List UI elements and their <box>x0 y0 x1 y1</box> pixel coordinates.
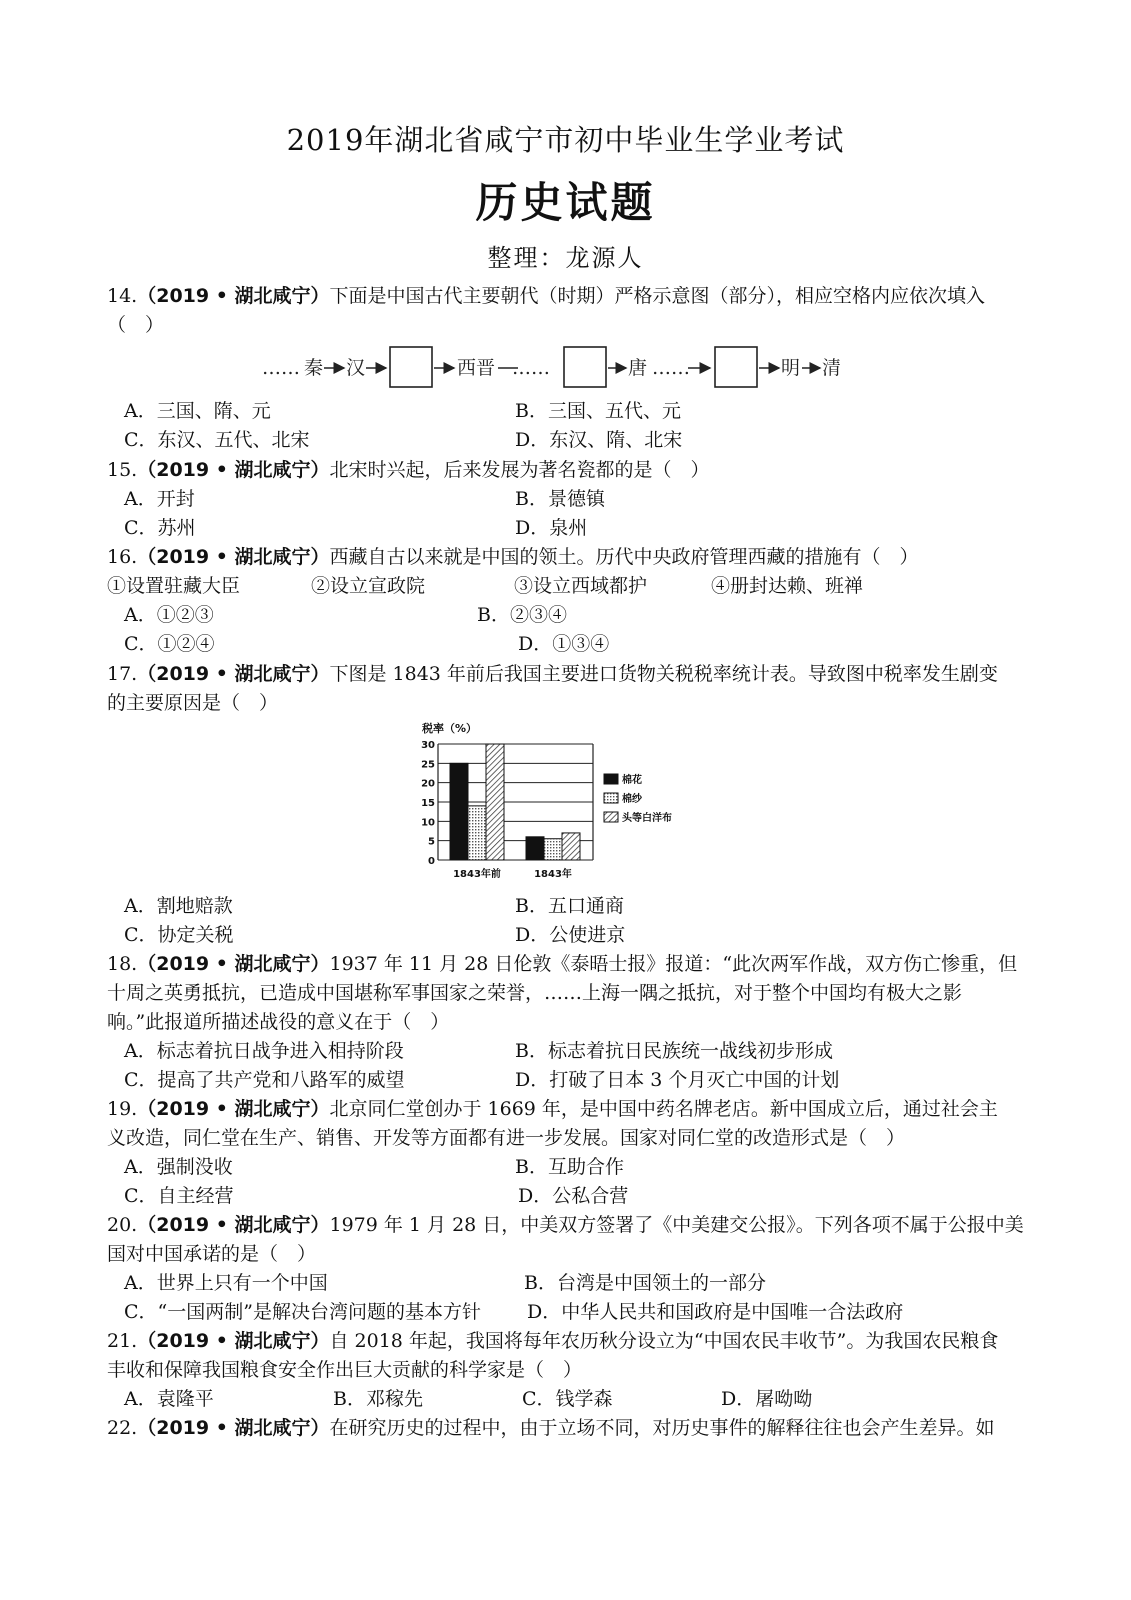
q16-number: 16. <box>107 546 138 568</box>
chart-bar <box>486 744 504 860</box>
q16-item-1: ①设置驻藏大臣 <box>107 575 241 597</box>
q19-stem <box>107 1097 998 1121</box>
q20-stem <box>107 1213 1024 1237</box>
chart-ylabel: 税率（%） <box>422 722 478 735</box>
q18-text: 1937 年 11 月 28 日伦敦《泰晤士报》报道：“此次两军作战，双方伤亡惨重，但 <box>329 953 1018 975</box>
q18-stem-cont-2: 响。”此报道所描述战役的意义在于（ ） <box>107 1011 450 1033</box>
q20-option-d: D．中华人民共和国政府是中国唯一合法政府 <box>527 1301 904 1323</box>
timeline-han: 汉 <box>346 357 366 379</box>
q19-option-c: C．自主经营 <box>124 1185 234 1207</box>
compiler-credit: 整理：龙源人 <box>487 244 644 272</box>
q17-option-b: B．五口通商 <box>515 895 624 917</box>
timeline-ming: 明 <box>781 357 801 379</box>
q21-option-d: D．屠呦呦 <box>721 1388 813 1410</box>
timeline-blank-box-1 <box>390 347 432 387</box>
q14-option-c: C．东汉、五代、北宋 <box>124 429 310 451</box>
q20-source: （2019 • 湖北咸宁） <box>137 1214 330 1236</box>
q22-source: （2019 • 湖北咸宁） <box>137 1417 330 1439</box>
q14-option-a: A．三国、隋、元 <box>124 400 271 422</box>
timeline-xijin: 西晋 <box>457 357 496 379</box>
q15-stem <box>107 458 710 482</box>
q17-source: （2019 • 湖北咸宁） <box>137 663 330 685</box>
q21-option-b: B．邓稼先 <box>333 1388 423 1410</box>
q19-option-a: A．强制没收 <box>124 1156 233 1178</box>
q17-text: 下图是 1843 年前后我国主要进口货物关税税率统计表。导致图中税率发生剧变 <box>329 663 998 685</box>
q16-stem <box>107 545 919 569</box>
q16-option-c: C．①②④ <box>124 633 215 655</box>
q20-number: 20. <box>107 1214 138 1236</box>
q20-option-a: A．世界上只有一个中国 <box>124 1272 328 1294</box>
timeline-qing: 清 <box>822 357 842 379</box>
q20-option-b: B．台湾是中国领土的一部分 <box>524 1272 766 1294</box>
q14-source: （2019 • 湖北咸宁） <box>137 285 330 307</box>
q16-option-d: D．①③④ <box>518 633 610 655</box>
chart-bar <box>544 839 562 860</box>
chart-bar <box>562 833 580 860</box>
q14-stem <box>107 284 985 308</box>
chart-ytick-label: 20 <box>421 778 435 790</box>
q19-stem-cont: 义改造，同仁堂在生产、销售、开发等方面都有进一步发展。国家对同仁堂的改造形式是（ ） <box>107 1127 906 1149</box>
chart-ytick-label: 10 <box>421 817 435 829</box>
q20-text: 1979 年 1 月 28 日，中美双方签署了《中美建交公报》。下列各项不属于公报中美 <box>329 1214 1024 1236</box>
q20-option-c: C．“一国两制”是解决台湾问题的基本方针 <box>124 1301 481 1323</box>
q18-stem-cont-1: 十周之英勇抵抗，已造成中国堪称军事国家之荣誉，……上海一隅之抵抗，对于整个中国均有极大之影 <box>107 982 963 1004</box>
exam-title: 2019年湖北省咸宁市初中毕业生学业考试 <box>286 123 845 157</box>
q17-stem-cont: 的主要原因是（ ） <box>107 692 279 714</box>
chart-bar <box>526 837 544 860</box>
q19-source: （2019 • 湖北咸宁） <box>137 1098 330 1120</box>
q21-option-c: C．钱学森 <box>522 1388 613 1410</box>
chart-ytick-label: 30 <box>421 740 435 751</box>
chart-legend-swatch <box>604 812 618 822</box>
chart-legend <box>604 773 672 824</box>
q19-option-d: D．公私合营 <box>518 1185 629 1207</box>
chart-legend-swatch <box>604 774 618 784</box>
q18-source: （2019 • 湖北咸宁） <box>137 953 330 975</box>
chart-ytick-label: 25 <box>421 759 435 771</box>
q22-number: 22. <box>107 1417 138 1439</box>
timeline-qin: 秦 <box>304 357 324 379</box>
q16-text: 西藏自古以来就是中国的领土。历代中央政府管理西藏的措施有（ ） <box>329 546 919 568</box>
q21-number: 21. <box>107 1330 138 1352</box>
chart-bar <box>450 763 468 860</box>
chart-legend-label: 棉纱 <box>622 794 642 805</box>
tariff-bar-chart <box>418 718 708 888</box>
q16-item-3: ③设立西域都护 <box>514 575 648 597</box>
q17-option-c: C．协定关税 <box>124 924 234 946</box>
q21-stem <box>107 1329 998 1353</box>
q14-text: 下面是中国古代主要朝代（时期）严格示意图（部分），相应空格内应依次填入 <box>329 285 985 307</box>
q15-option-d: D．泉州 <box>515 517 588 539</box>
q17-number: 17. <box>107 663 138 685</box>
exam-subject: 历史试题 <box>475 178 656 227</box>
q16-item-4: ④册封达赖、班禅 <box>711 575 864 597</box>
q22-stem <box>107 1416 995 1440</box>
chart-legend-swatch <box>604 793 618 803</box>
q15-number: 15. <box>107 459 138 481</box>
timeline-blank-box-3 <box>715 347 757 387</box>
q21-text: 自 2018 年起，我国将每年农历秋分设立为“中国农民丰收节”。为我国农民粮食 <box>329 1330 999 1352</box>
chart-xlabels <box>453 867 572 880</box>
q16-option-b: B．②③④ <box>477 604 567 626</box>
timeline-dots-3: …… <box>652 357 690 379</box>
q21-option-a: A．袁隆平 <box>124 1388 214 1410</box>
q22-text: 在研究历史的过程中，由于立场不同，对历史事件的解释往往也会产生差异。如 <box>329 1417 995 1439</box>
q15-option-c: C．苏州 <box>124 517 196 539</box>
q17-option-d: D．公使进京 <box>515 924 626 946</box>
q19-option-b: B．互助合作 <box>515 1156 624 1178</box>
q21-stem-cont: 丰收和保障我国粮食安全作出巨大贡献的科学家是（ ） <box>107 1359 583 1381</box>
chart-legend-label: 头等白洋布 <box>622 813 672 824</box>
q18-option-a: A．标志着抗日战争进入相持阶段 <box>124 1040 404 1062</box>
chart-legend-label: 棉花 <box>622 775 642 786</box>
timeline-dots-2: …… <box>512 357 550 379</box>
q18-option-c: C．提高了共产党和八路军的威望 <box>124 1069 405 1091</box>
q18-number: 18. <box>107 953 138 975</box>
chart-bar <box>468 806 486 860</box>
chart-ytick-label: 0 <box>428 856 435 867</box>
q15-option-b: B．景德镇 <box>515 488 605 510</box>
timeline-tang: 唐 <box>628 357 648 379</box>
chart-yticks <box>421 740 435 867</box>
q18-option-d: D．打破了日本 3 个月灭亡中国的计划 <box>515 1069 840 1091</box>
chart-ytick-label: 15 <box>421 798 435 809</box>
q18-stem <box>107 952 1017 976</box>
q15-text: 北宋时兴起，后来发展为著名瓷都的是（ ） <box>329 459 710 481</box>
q14-number: 14. <box>107 285 138 307</box>
chart-xtick-label: 1843年前 <box>453 869 501 880</box>
q21-source: （2019 • 湖北咸宁） <box>137 1330 330 1352</box>
q14-option-b: B．三国、五代、元 <box>515 400 681 422</box>
q16-item-2: ②设立宣政院 <box>311 575 426 597</box>
timeline-blank-box-2 <box>564 347 606 387</box>
q16-option-a: A．①②③ <box>124 604 214 626</box>
chart-xtick-label: 1843年 <box>534 869 572 880</box>
q16-source: （2019 • 湖北咸宁） <box>137 546 330 568</box>
q15-source: （2019 • 湖北咸宁） <box>137 459 330 481</box>
timeline-dots-1: …… <box>262 357 300 379</box>
dynasty-timeline <box>262 345 862 391</box>
q17-option-a: A．割地赔款 <box>124 895 233 917</box>
q18-option-b: B．标志着抗日民族统一战线初步形成 <box>515 1040 833 1062</box>
q19-number: 19. <box>107 1098 138 1120</box>
q14-blank: （ ） <box>107 314 165 336</box>
q19-text: 北京同仁堂创办于 1669 年，是中国中药名牌老店。新中国成立后，通过社会主 <box>329 1098 998 1120</box>
q17-stem <box>107 662 998 686</box>
q14-option-d: D．东汉、隋、北宋 <box>515 429 683 451</box>
q15-option-a: A．开封 <box>124 488 195 510</box>
chart-ytick-label: 5 <box>428 836 435 848</box>
q20-stem-cont: 国对中国承诺的是（ ） <box>107 1243 317 1265</box>
